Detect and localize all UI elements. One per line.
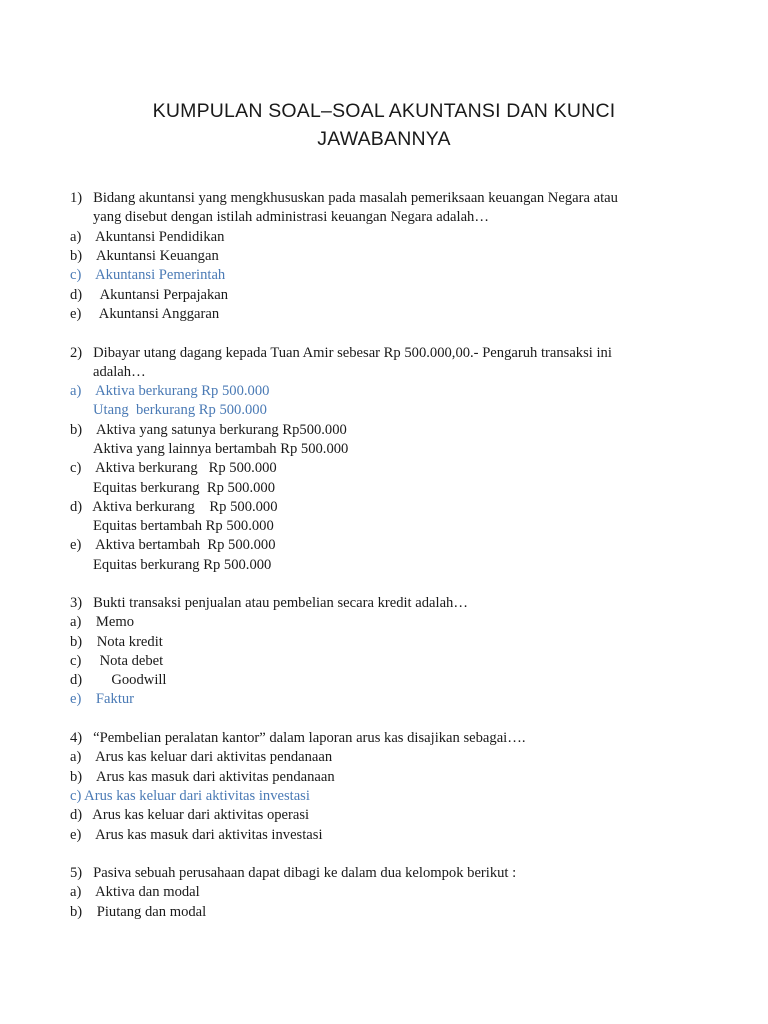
option-1e: e) Akuntansi Anggaran (70, 306, 220, 322)
question-2-text-cont: adalah… (93, 364, 146, 380)
option-2e-cont: Equitas berkurang Rp 500.000 (93, 557, 272, 573)
option-3a: a) Memo (70, 614, 135, 630)
option-4b: b) Arus kas masuk dari aktivitas pendanaan (70, 769, 335, 785)
option-4c-answer: c) Arus kas keluar dari aktivitas investasi (70, 788, 310, 804)
option-1b: b) Akuntansi Keuangan (70, 248, 219, 264)
option-4a: a) Arus kas keluar dari aktivitas pendanaan (70, 749, 333, 765)
option-1d: d) Akuntansi Perpajakan (70, 287, 229, 303)
option-1a: a) Akuntansi Pendidikan (70, 229, 225, 245)
title-line-2: JAWABANNYA (317, 128, 451, 150)
title-line-1: KUMPULAN SOAL–SOAL AKUNTANSI DAN KUNCI (152, 100, 616, 122)
option-5a: a) Aktiva dan modal (70, 884, 200, 900)
option-2b: b) Aktiva yang satunya berkurang Rp500.000 (70, 422, 347, 438)
option-3e-answer: e) Faktur (70, 691, 135, 707)
option-2d-cont: Equitas bertambah Rp 500.000 (93, 518, 274, 534)
option-1c-answer: c) Akuntansi Pemerintah (70, 267, 226, 283)
question-4-text: 4) “Pembelian peralatan kantor” dalam laporan arus kas disajikan sebagai…. (70, 730, 526, 746)
option-3d: d) Goodwill (70, 672, 167, 688)
question-2-text: 2) Dibayar utang dagang kepada Tuan Amir sebesar Rp 500.000,00.- Pengaruh transaksi ini (70, 345, 612, 361)
option-2c-cont: Equitas berkurang Rp 500.000 (93, 480, 275, 496)
question-5-text: 5) Pasiva sebuah perusahaan dapat dibagi ke dalam dua kelompok berikut : (70, 865, 517, 881)
question-3-text: 3) Bukti transaksi penjualan atau pembelian secara kredit adalah… (70, 595, 468, 611)
option-2c: c) Aktiva berkurang Rp 500.000 (70, 460, 277, 476)
option-4d: d) Arus kas keluar dari aktivitas operasi (70, 807, 310, 823)
option-3c: c) Nota debet (70, 653, 164, 669)
document-title (0, 97, 768, 153)
option-2a-answer-cont: Utang berkurang Rp 500.000 (93, 402, 267, 418)
option-5b: b) Piutang dan modal (70, 904, 207, 920)
option-3b: b) Nota kredit (70, 634, 163, 650)
option-2b-cont: Aktiva yang lainnya bertambah Rp 500.000 (93, 441, 349, 457)
option-2a-answer: a) Aktiva berkurang Rp 500.000 (70, 383, 270, 399)
option-2e: e) Aktiva bertambah Rp 500.000 (70, 537, 276, 553)
option-2d: d) Aktiva berkurang Rp 500.000 (70, 499, 278, 515)
question-1-text: 1) Bidang akuntansi yang mengkhususkan pada masalah pemeriksaan keuangan Negara atau (70, 190, 618, 206)
question-1-text-cont: yang disebut dengan istilah administrasi keuangan Negara adalah… (93, 209, 489, 225)
option-4e: e) Arus kas masuk dari aktivitas investasi (70, 827, 323, 843)
